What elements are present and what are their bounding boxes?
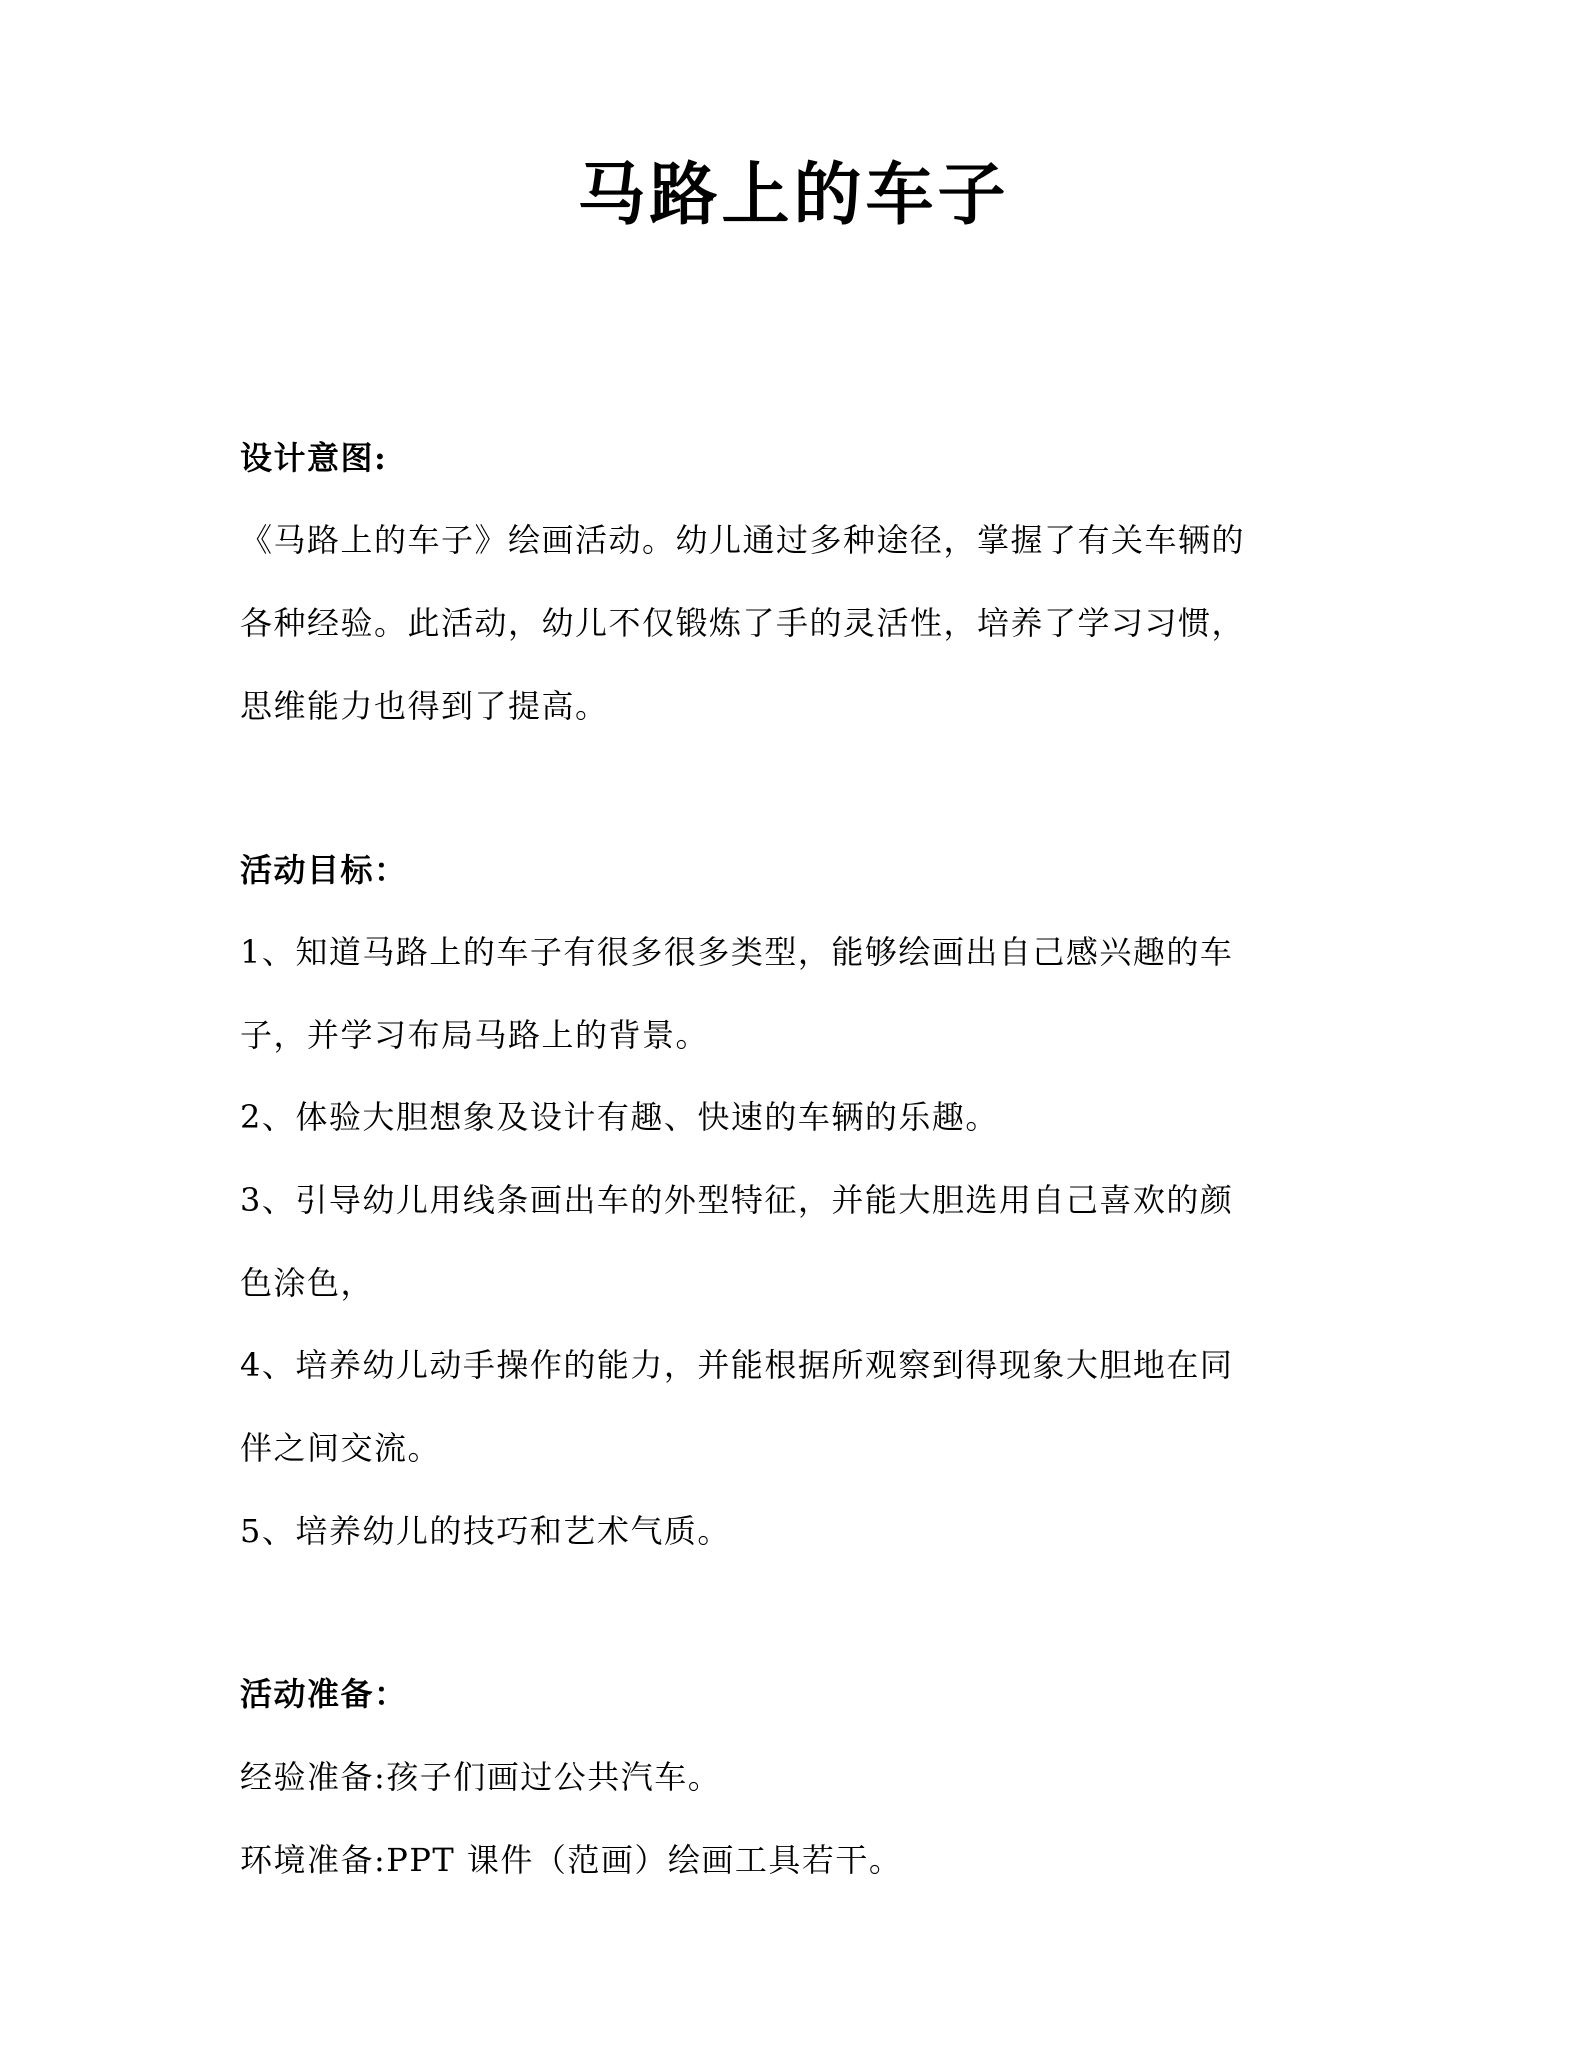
paragraph-line: 各种经验。此活动，幼儿不仅锻炼了手的灵活性，培养了学习习惯， [240,604,1246,642]
section-heading-design-intent: 设计意图: [240,439,388,477]
list-item-line: 子，并学习布局马路上的背景。 [240,1016,710,1054]
paragraph-line: 思维能力也得到了提高。 [240,687,609,725]
list-item-line: 1、知道马路上的车子有很多很多类型，能够绘画出自己感兴趣的车 [240,933,1234,971]
paragraph-line: 经验准备:孩子们画过公共汽车。 [240,1758,722,1796]
list-item-line: 2、体验大胆想象及设计有趣、快速的车辆的乐趣。 [240,1098,999,1136]
document-title: 马路上的车子 [577,155,1010,235]
list-item-line: 3、引导幼儿用线条画出车的外型特征，并能大胆选用自己喜欢的颜 [240,1181,1234,1219]
list-item-line: 伴之间交流。 [240,1429,442,1467]
list-item-line: 4、培养幼儿动手操作的能力，并能根据所观察到得现象大胆地在同 [240,1346,1234,1384]
list-item-line: 5、培养幼儿的技巧和艺术气质。 [240,1512,731,1550]
paragraph-line: 环境准备:PPT 课件（范画）绘画工具若干。 [240,1841,903,1879]
section-heading-activity-goals: 活动目标： [240,851,408,889]
section-heading-activity-prep: 活动准备： [240,1675,408,1713]
paragraph-line: 《马路上的车子》绘画活动。幼儿通过多种途径，掌握了有关车辆的 [240,521,1246,559]
list-item-line: 色涂色， [240,1264,375,1302]
